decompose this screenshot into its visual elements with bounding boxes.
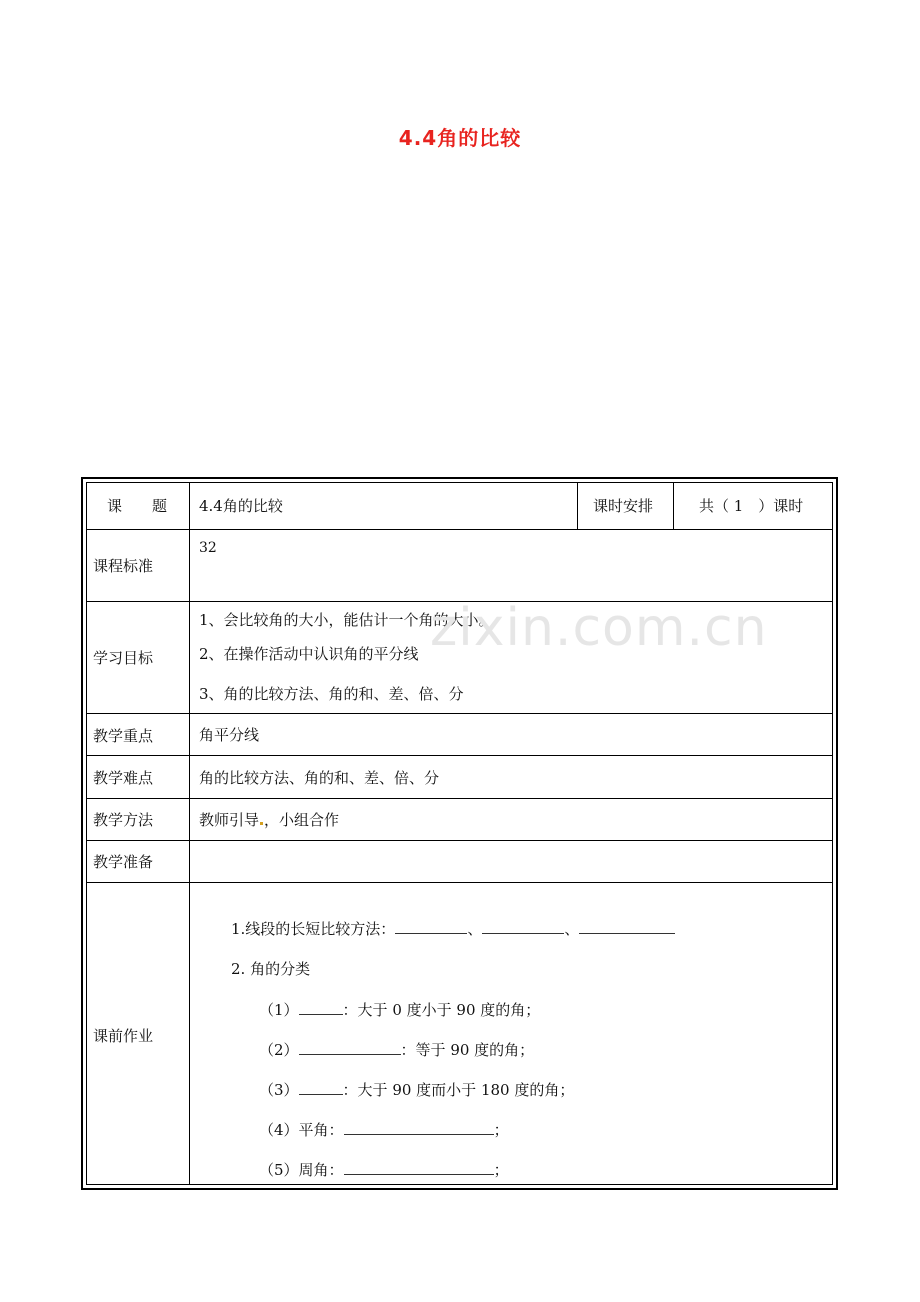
homework-item-5 [259, 1160, 509, 1179]
curriculum-standard-label: 课程标准 [93, 557, 154, 575]
column-divider [673, 483, 674, 529]
lesson-plan-table [81, 477, 838, 1190]
item-number: （5） [259, 1161, 299, 1179]
answer-blank [299, 1080, 343, 1095]
schedule-value: 共（ 1 ）课时 [699, 497, 804, 515]
homework-q2: 2. 角的分类 [231, 960, 311, 978]
item-text: 平角： [298, 1121, 344, 1139]
answer-blank [482, 919, 564, 934]
column-divider [189, 483, 190, 1184]
answer-blank [344, 1120, 494, 1135]
homework-item-2 [259, 1040, 534, 1059]
curriculum-standard-value: 32 [199, 540, 217, 556]
learning-goal-1: 1、会比较角的大小，能估计一个角的大小。 [199, 611, 494, 629]
answer-blank [299, 1000, 343, 1015]
answer-blank [299, 1040, 401, 1055]
answer-blank [395, 919, 467, 934]
page-title: 4.4角的比较 [398, 126, 522, 150]
item-end: ； [493, 1121, 509, 1139]
homework-item-4 [259, 1120, 509, 1139]
separator: 、 [467, 920, 483, 938]
row-divider [87, 601, 832, 602]
homework-q1 [231, 919, 675, 938]
learning-goal-3: 3、角的比较方法、角的和、差、倍、分 [199, 685, 464, 703]
homework-item-1 [259, 1000, 540, 1019]
item-number: （3） [259, 1081, 299, 1099]
row-divider [87, 798, 832, 799]
answer-blank [579, 919, 675, 934]
key-point-label: 教学重点 [93, 727, 154, 745]
topic-label: 课 题 [107, 497, 168, 515]
homework-q1-text: 1.线段的长短比较方法： [231, 920, 396, 938]
watermark: zixin.com.cn [430, 598, 768, 658]
row-divider [87, 882, 832, 883]
learning-goal-2: 2、在操作活动中认识角的平分线 [199, 645, 419, 663]
item-text: 周角： [298, 1161, 344, 1179]
column-divider [577, 483, 578, 529]
item-number: （1） [259, 1001, 299, 1019]
stray-mark [260, 822, 263, 825]
method-value [199, 811, 339, 829]
method-value-a: 教师引导 [199, 811, 260, 829]
row-divider [87, 840, 832, 841]
homework-item-3 [259, 1080, 574, 1099]
schedule-label: 课时安排 [593, 497, 654, 515]
difficulty-value: 角的比较方法、角的和、差、倍、分 [199, 769, 440, 787]
difficulty-label: 教学难点 [93, 769, 154, 787]
answer-blank [344, 1160, 494, 1175]
item-text: ：大于 0 度小于 90 度的角； [342, 1001, 541, 1019]
item-text: ：大于 90 度而小于 180 度的角； [342, 1081, 575, 1099]
preparation-label: 教学准备 [93, 853, 154, 871]
learning-goals-label: 学习目标 [93, 649, 154, 667]
key-point-value: 角平分线 [199, 726, 260, 744]
separator: 、 [564, 920, 580, 938]
item-number: （2） [259, 1041, 299, 1059]
table-inner-frame [86, 482, 833, 1185]
item-number: （4） [259, 1121, 299, 1139]
method-value-b: ，小组合作 [264, 811, 340, 829]
method-label: 教学方法 [93, 811, 154, 829]
row-divider [87, 529, 832, 530]
topic-value: 4.4角的比较 [199, 497, 283, 515]
homework-label: 课前作业 [93, 1027, 154, 1045]
row-divider [87, 755, 832, 756]
item-end: ； [493, 1161, 509, 1179]
row-divider [87, 713, 832, 714]
item-text: ：等于 90 度的角； [400, 1041, 535, 1059]
